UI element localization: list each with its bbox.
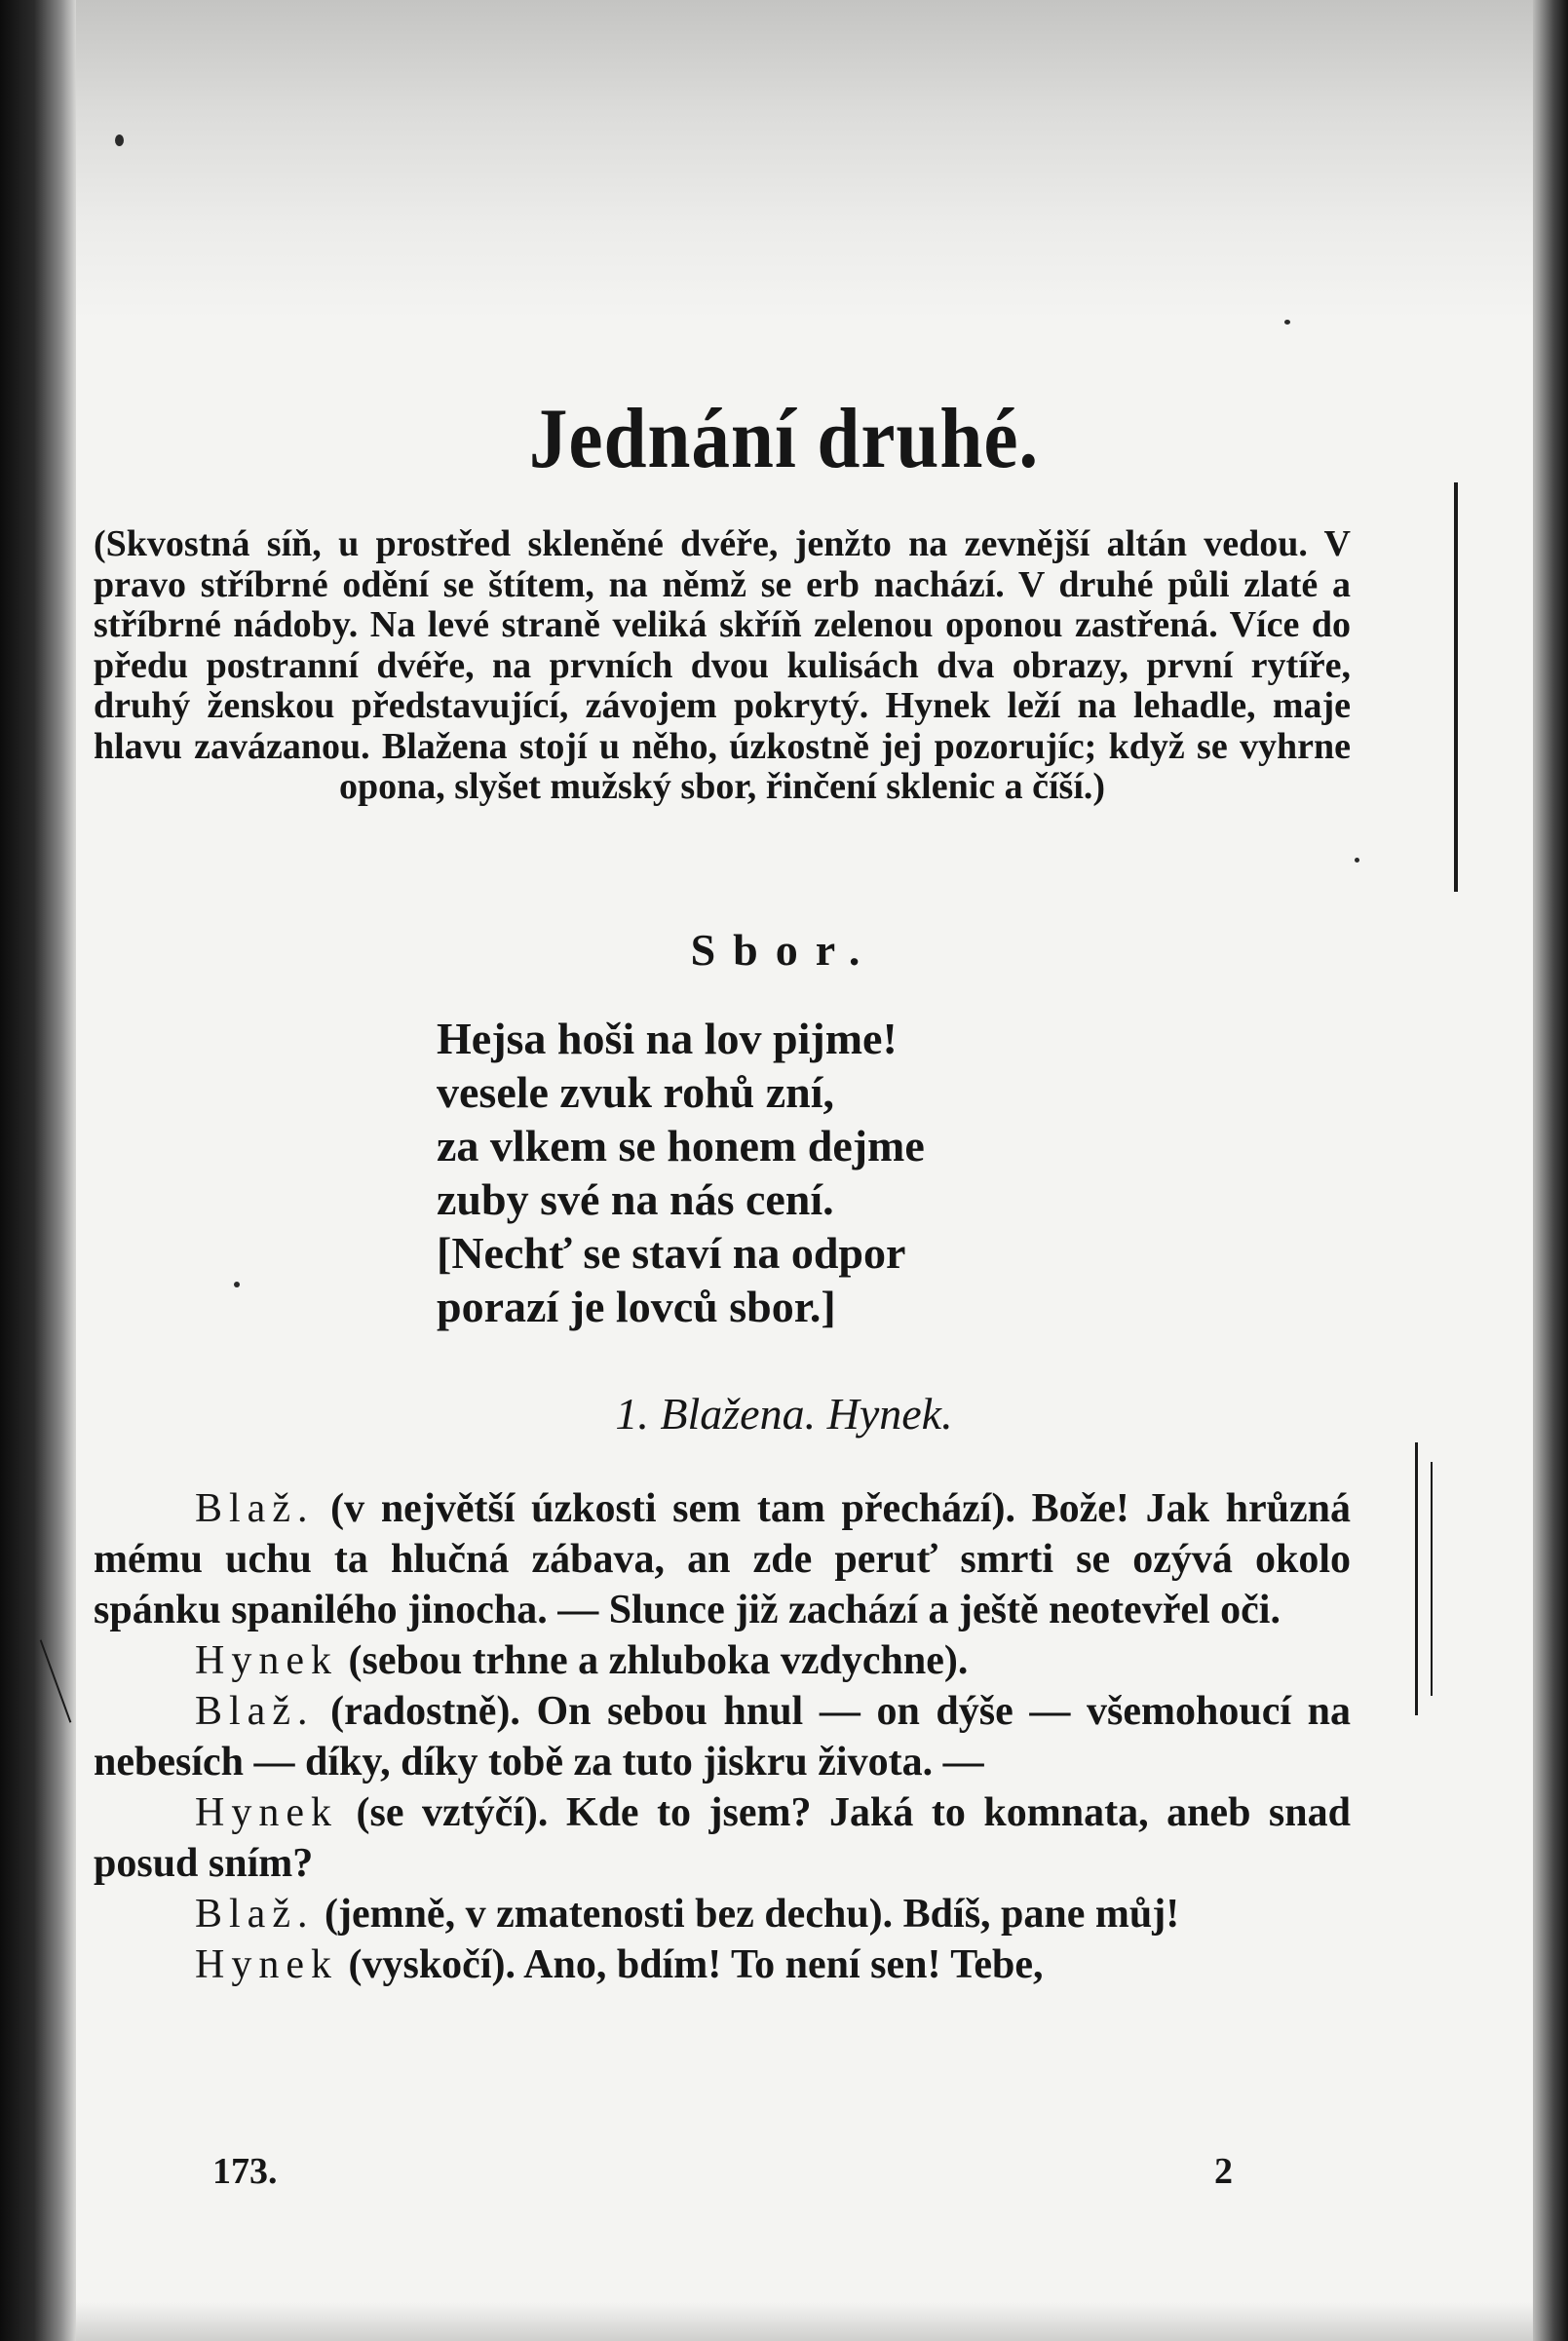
ink-speck bbox=[234, 1282, 240, 1287]
stage-direction: (Skvostná síň, u prostřed skleněné dvéře, jenžto na zevnější altán vedou. V pravo stříbrné odění se štítem, na němž se erb nachází. V druhé půli zlaté a stříbrné nádoby. Na levé straně veliká skříň zelenou oponou zastřená. Více do předu postranní dvéře, na prvních dvou kulisách dva obrazy, první rytíře, druhý ženskou představující, závojem pokrytý. Hynek leží na lehadle, maje hlavu zavázanou. Blažena stojí u něho, úzkostně jej pozorujíc; když se vyhrne opona, slyšet mužský sbor, řinčení sklenic a číší.) bbox=[94, 523, 1351, 807]
speaker-name: Hynek bbox=[195, 1790, 338, 1835]
speaker-name: Hynek bbox=[195, 1638, 338, 1683]
scan-shadow-top bbox=[58, 0, 1539, 322]
printer-signature: 173. bbox=[212, 2151, 278, 2192]
verse-line: zuby své na nás cení. bbox=[437, 1174, 834, 1224]
page-edge-right bbox=[1533, 0, 1568, 2341]
speech-text: (radostně). On sebou hnul — on dýše — všemohoucí na nebesích — díky, díky tobě za tuto jiskru života. — bbox=[94, 1689, 1351, 1785]
verse-line: za vlkem se honem dejme bbox=[437, 1121, 925, 1170]
verse-line: [Nechť se staví na odpor bbox=[437, 1228, 906, 1278]
verse-line: vesele zvuk rohů zní, bbox=[437, 1067, 835, 1117]
margin-mark bbox=[1454, 482, 1458, 892]
dialogue-line bbox=[94, 1939, 1351, 1990]
dialogue-line bbox=[94, 1635, 1351, 1686]
chorus-verse bbox=[437, 1012, 925, 1333]
dialogue-line bbox=[94, 1787, 1351, 1889]
act-heading: Jednání druhé. bbox=[528, 392, 1040, 486]
ink-speck bbox=[115, 134, 124, 146]
dialogue-line bbox=[94, 1483, 1351, 1635]
dialogue-line bbox=[94, 1889, 1351, 1939]
speech-text: (vyskočí). Ano, bdím! To není sen! Tebe, bbox=[337, 1942, 1044, 1987]
speaker-name: Blaž. bbox=[195, 1892, 315, 1937]
ink-speck bbox=[1355, 858, 1359, 863]
speech-text: (jemně, v zmatenosti bez dechu). Bdíš, pane můj! bbox=[314, 1892, 1180, 1937]
verse-line: Hejsa hoši na lov pijme! bbox=[437, 1014, 898, 1063]
verse-line: porazí je lovců sbor.] bbox=[437, 1282, 836, 1331]
speech-text: (se vztýčí). Kde to jsem? Jaká to komnata, aneb snad posud sním? bbox=[94, 1790, 1351, 1886]
scan-shadow-bottom bbox=[58, 2302, 1539, 2341]
speaker-name: Blaž. bbox=[195, 1689, 315, 1734]
dialogue-line bbox=[94, 1686, 1351, 1787]
dialogue bbox=[94, 1483, 1351, 1990]
ink-speck bbox=[1284, 320, 1290, 325]
margin-mark bbox=[1415, 1442, 1418, 1715]
scene-title: 1. Blažena. Hynek. bbox=[615, 1389, 953, 1439]
sheet-number: 2 bbox=[1214, 2151, 1233, 2192]
binding-edge-left bbox=[0, 0, 76, 2341]
speech-text: (v největší úzkosti sem tam přechází). Bože! Jak hrůzná mému uchu ta hlučná zábava, an zde peruť smrti se ozývá okolo spánku spanilého jinocha. — Slunce již zachází a ještě neotevřel oči. bbox=[94, 1486, 1351, 1632]
margin-mark bbox=[1431, 1462, 1433, 1696]
speech-text: (sebou trhne a zhluboka vzdychne). bbox=[337, 1638, 969, 1683]
speaker-name: Hynek bbox=[195, 1942, 338, 1987]
chorus-label: Sbor. bbox=[690, 925, 878, 975]
speaker-name: Blaž. bbox=[195, 1486, 315, 1531]
